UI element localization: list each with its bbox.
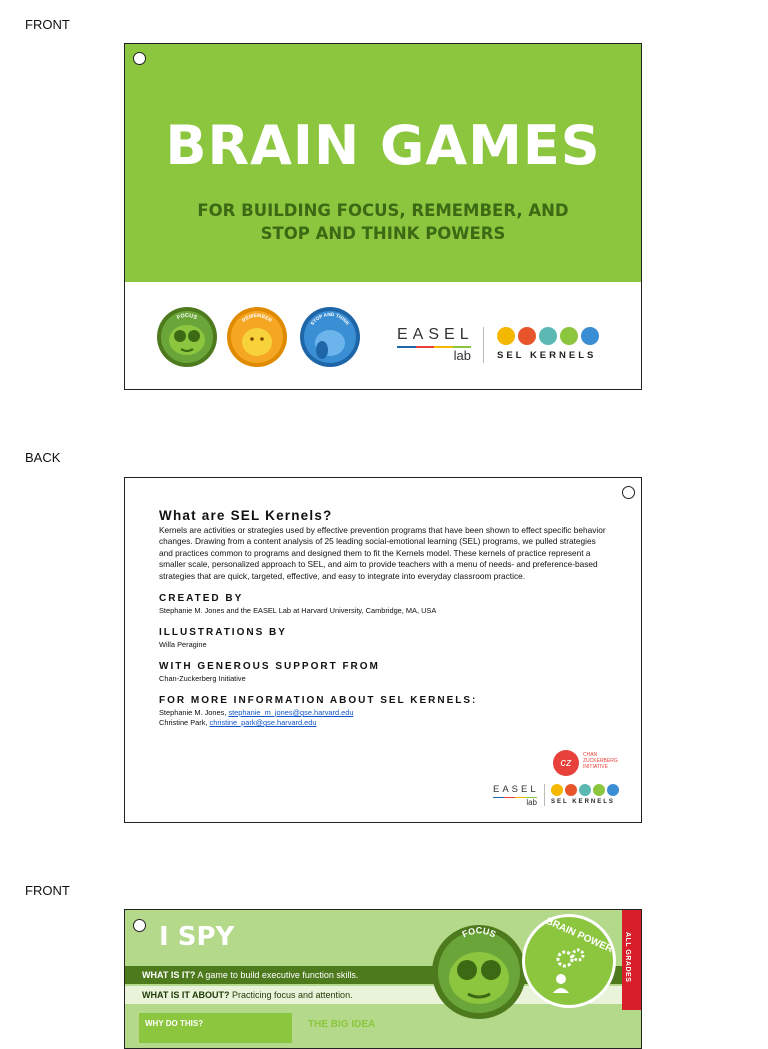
i-spy-title: I SPY bbox=[159, 922, 235, 952]
i-spy-card bbox=[124, 909, 642, 1049]
created-by-heading: CREATED BY bbox=[159, 593, 244, 605]
what-is-it-label: WHAT IS IT? bbox=[142, 970, 196, 980]
created-by-text: Stephanie M. Jones and the EASEL Lab at Harvard University, Cambridge, MA, USA bbox=[159, 606, 437, 616]
gears-icon bbox=[551, 947, 591, 995]
brain-power-label: BRAIN POWER bbox=[543, 915, 615, 956]
czi-line-1: CHAN bbox=[583, 752, 598, 758]
back-label: BACK bbox=[25, 450, 61, 465]
big-idea-heading: THE BIG IDEA bbox=[308, 1019, 376, 1030]
sel-kernels-dots-small bbox=[551, 784, 619, 796]
front-label-2: FRONT bbox=[25, 883, 70, 898]
czi-mark-icon: cz bbox=[553, 750, 579, 776]
info-intro: Kernels are activities or strategies used by effective prevention programs that have been shown to effect specific behavior changes. Drawing from a content analysis of 25 leading social-emotional learning (SEL) programs, we pulled strategies and practices common to programs and designed them to fit the Kernels model. These kernels of practice represent a smaller scale, personalized approach to SEL, and aim to provide teachers with a menu of needs- and preference-based strategies that are quick, targeted, effective, and easy to integrate into everyday classroom practice. bbox=[159, 525, 606, 581]
sel-kernels-logo-small bbox=[551, 784, 619, 805]
punch-hole-icon bbox=[133, 919, 146, 932]
info-heading: What are SEL Kernels? bbox=[159, 508, 333, 523]
stop-and-think-medal-icon bbox=[299, 306, 361, 368]
card-subtitle bbox=[125, 199, 641, 245]
illustrations-text: Willa Peragine bbox=[159, 640, 207, 650]
logo-divider-small bbox=[544, 784, 545, 806]
sel-kernels-logo bbox=[497, 327, 599, 361]
brain-games-card bbox=[124, 43, 642, 390]
what-is-it-text: A game to build executive function skills. bbox=[195, 970, 359, 980]
kernel-dot-icon bbox=[593, 784, 605, 796]
focus-label: FOCUS bbox=[460, 925, 498, 940]
contact-1-name: Stephanie M. Jones, bbox=[159, 708, 229, 718]
sel-kernels-text-small: SEL KERNELS bbox=[551, 799, 615, 805]
punch-hole-icon bbox=[622, 486, 635, 499]
card-title: BRAIN GAMES bbox=[165, 114, 601, 177]
subtitle-line-1: FOR BUILDING FOCUS, REMEMBER, AND bbox=[197, 201, 569, 220]
stop-and-think-medal-label: STOP AND THINK bbox=[310, 312, 350, 327]
focus-medal-icon bbox=[156, 306, 218, 368]
czi-line-3: INITIATIVE bbox=[583, 764, 608, 770]
kernel-dot-icon bbox=[497, 327, 515, 345]
sel-kernels-text: SEL KERNELS bbox=[497, 350, 597, 361]
support-heading: WITH GENEROUS SUPPORT FROM bbox=[159, 661, 380, 673]
about-label: WHAT IS IT ABOUT? bbox=[142, 990, 230, 1000]
sel-kernels-info-card bbox=[124, 477, 642, 823]
sel-kernels-dots bbox=[497, 327, 599, 345]
contact-2-email-link[interactable]: christine_park@gse.harvard.edu bbox=[209, 718, 317, 728]
brain-power-badge bbox=[522, 914, 616, 1008]
kernel-dot-icon bbox=[607, 784, 619, 796]
contact-1 bbox=[159, 708, 611, 718]
remember-medal-label: REMEMBER bbox=[241, 312, 273, 324]
kernel-dot-icon bbox=[581, 327, 599, 345]
why-do-this-box: WHY DO THIS? bbox=[139, 1013, 292, 1043]
grade-tab bbox=[622, 910, 641, 1010]
kernel-dot-icon bbox=[539, 327, 557, 345]
front-label: FRONT bbox=[25, 17, 70, 32]
contact-1-email-link[interactable]: stephanie_m_jones@gse.harvard.edu bbox=[228, 708, 354, 718]
kernel-dot-icon bbox=[579, 784, 591, 796]
czi-logo bbox=[553, 750, 618, 776]
czi-line-2: ZUCKERBERG bbox=[583, 758, 618, 764]
info-content bbox=[159, 508, 611, 728]
easel-lab-logo-small bbox=[493, 784, 537, 807]
logo-divider bbox=[483, 327, 484, 363]
support-text: Chan-Zuckerberg Initiative bbox=[159, 674, 246, 684]
kernel-dot-icon bbox=[518, 327, 536, 345]
punch-hole-icon bbox=[133, 52, 146, 65]
grade-tab-label: ALL GRADES bbox=[624, 932, 631, 983]
remember-medal-icon bbox=[226, 306, 288, 368]
kernel-dot-icon bbox=[551, 784, 563, 796]
easel-lab-text: lab bbox=[453, 348, 471, 363]
subtitle-line-2: STOP AND THINK POWERS bbox=[260, 224, 506, 243]
focus-character-icon bbox=[430, 914, 528, 1022]
easel-wordmark: EASEL bbox=[397, 326, 474, 343]
more-info-heading: FOR MORE INFORMATION ABOUT SEL KERNELS: bbox=[159, 695, 478, 707]
contact-2 bbox=[159, 718, 611, 728]
about-text: Practicing focus and attention. bbox=[229, 990, 353, 1000]
easel-lab-logo bbox=[397, 326, 474, 363]
easel-lab-text-small: lab bbox=[526, 798, 537, 807]
kernel-dot-icon bbox=[560, 327, 578, 345]
contact-2-name: Christine Park, bbox=[159, 718, 210, 728]
czi-wordmark bbox=[583, 752, 618, 770]
easel-wordmark-small: EASEL bbox=[493, 784, 539, 795]
focus-medal-label: FOCUS bbox=[176, 313, 198, 322]
kernel-dot-icon bbox=[565, 784, 577, 796]
illustrations-heading: ILLUSTRATIONS BY bbox=[159, 627, 287, 639]
